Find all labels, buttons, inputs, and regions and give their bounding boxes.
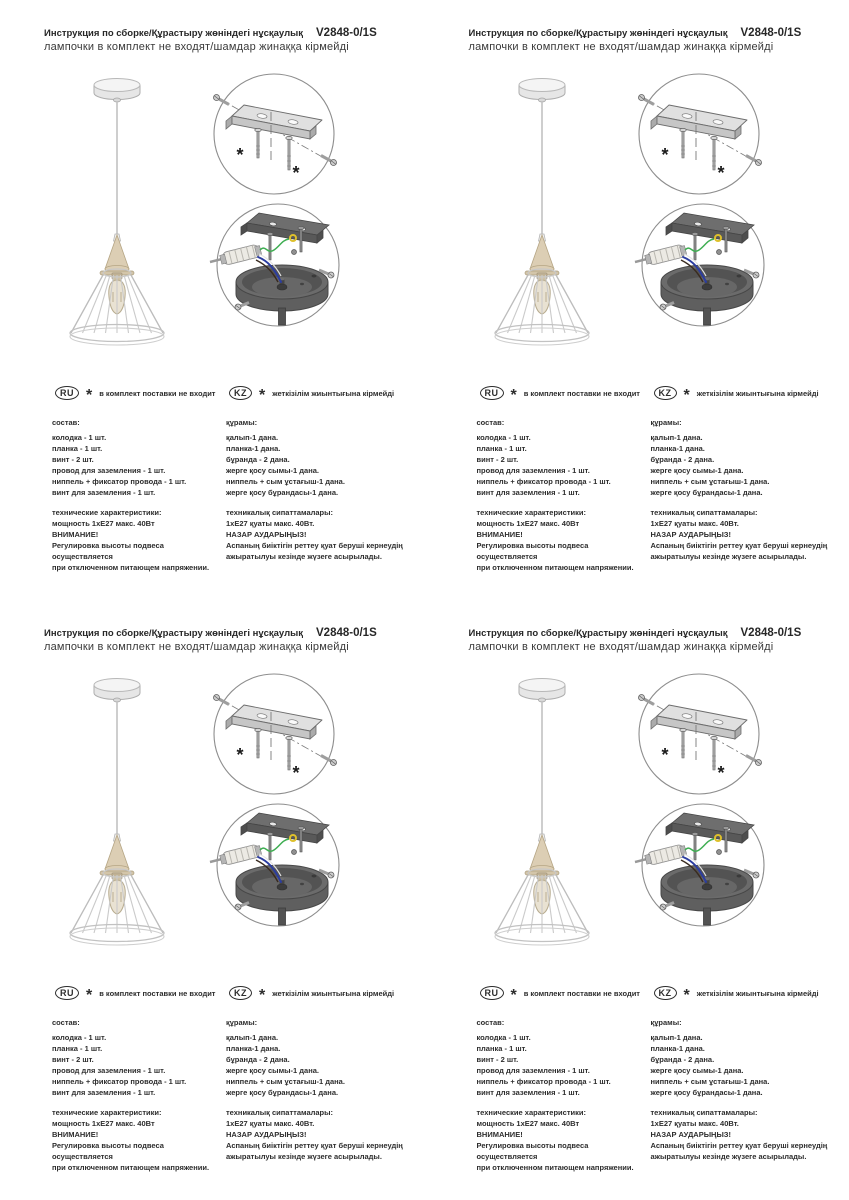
specs-value: мощность 1хЕ27 макс. 40Вт xyxy=(476,519,580,528)
part-item: планка-1 дана. xyxy=(226,1044,281,1053)
instruction-sheet xyxy=(0,600,425,1200)
specs-title: технические характеристики: xyxy=(52,508,162,517)
part-item: винт - 2 шт. xyxy=(476,455,519,464)
ceiling-canopy xyxy=(519,679,565,703)
warning-text: Аспаның биіктігін реттеу қуат беруші кернеудің xyxy=(226,541,403,550)
parts-list xyxy=(226,432,416,498)
part-item: планка-1 дана. xyxy=(650,444,705,453)
pendant-lamp-illustration xyxy=(481,76,613,348)
ru-section xyxy=(52,384,224,573)
small-nut xyxy=(716,850,721,855)
warning-text: при отключенном питающем напряжении. xyxy=(476,1163,634,1172)
part-item: планка-1 дана. xyxy=(650,1044,705,1053)
warning-title: ВНИМАНИЕ! xyxy=(52,530,99,539)
kz-section xyxy=(226,984,416,1162)
parts-list xyxy=(226,1032,416,1098)
warning-text: Аспаның биіктігін реттеу қуат беруші кернеудің xyxy=(226,1141,403,1150)
kz-badge: KZ xyxy=(654,386,677,400)
specs-value: 1хЕ27 қуаты макс. 40Вт. xyxy=(226,519,315,528)
part-item: планка - 1 шт. xyxy=(52,1044,103,1053)
ru-badge-row xyxy=(480,987,649,1004)
part-item: колодка - 1 шт. xyxy=(476,1033,531,1042)
sheet-subtitle: лампочки в комплект не входят/шамдар жинаққа кірмейді xyxy=(468,641,774,653)
wire-cage xyxy=(495,269,589,345)
specs-title: технические характеристики: xyxy=(476,1108,586,1117)
sheet-title: Инструкция по сборке/Құрастыру жөніндегі нұсқаулық xyxy=(44,28,303,39)
sheet-header xyxy=(469,627,802,654)
pendant-lamp-illustration xyxy=(56,676,188,948)
bracket-mounting-diagram xyxy=(214,674,337,794)
parts-list xyxy=(477,432,649,498)
ru-section xyxy=(477,984,649,1173)
sheet-title: Инструкция по сборке/Құрастыру жөніндегі нұсқаулық xyxy=(468,28,728,39)
warning-title: ВНИМАНИЕ! xyxy=(52,1130,99,1139)
not-included-asterisk: * xyxy=(292,163,300,183)
ceiling-canopy xyxy=(94,79,140,103)
part-item: винт для заземления - 1 шт. xyxy=(52,1088,156,1097)
bracket-mounting-diagram xyxy=(638,674,761,794)
parts-list-title: құрамы: xyxy=(650,1018,682,1027)
ru-badge: RU xyxy=(480,386,504,400)
warning-title: НАЗАР АУДАРЫҢЫЗ! xyxy=(650,1130,732,1139)
warning-text: при отключенном питающем напряжении. xyxy=(52,1163,210,1172)
bracket-mounting-diagram xyxy=(638,74,761,194)
assembly-diagrams xyxy=(190,658,410,970)
not-included-note: жеткізілім жиынтығына кірмейді xyxy=(272,388,395,398)
part-item: жерге қосу сымы-1 дана. xyxy=(226,466,320,475)
ru-section xyxy=(477,384,649,573)
part-item: бұранда - 2 дана. xyxy=(650,455,715,464)
not-included-note: жеткізілім жиынтығына кірмейді xyxy=(696,388,819,398)
wooden-cone-top xyxy=(525,834,559,879)
warning-text: при отключенном питающем напряжении. xyxy=(476,563,634,572)
not-included-note: в комплект поставки не входит xyxy=(523,988,640,998)
part-item: ниппель + фиксатор провода - 1 шт. xyxy=(476,477,611,486)
product-code: V2848-0/1S xyxy=(740,627,802,639)
part-item: жерге қосу бұрандасы-1 дана. xyxy=(226,488,339,497)
kz-section xyxy=(226,384,416,562)
parts-list-title: құрамы: xyxy=(226,418,258,427)
part-item: колодка - 1 шт. xyxy=(476,433,531,442)
sheet-header xyxy=(469,27,802,54)
warning-text: ажыратылуы кезінде жүзеге асырылады. xyxy=(226,552,382,561)
kz-badge-row xyxy=(229,987,416,1004)
sheet-header xyxy=(44,627,377,654)
specs-title: техникалық сипаттамалары: xyxy=(226,1108,334,1117)
not-included-note: в комплект поставки не входит xyxy=(523,388,640,398)
not-included-asterisk: * xyxy=(660,145,669,165)
part-item: жерге қосу сымы-1 дана. xyxy=(650,466,744,475)
not-included-note: в комплект поставки не входит xyxy=(99,388,216,398)
part-item: провод для заземления - 1 шт. xyxy=(476,466,590,475)
warning-text: Регулировка высоты подвеса осуществляется xyxy=(476,541,589,561)
kz-section xyxy=(651,984,841,1162)
part-item: ниппель + сым ұстағыш-1 дана. xyxy=(226,477,345,486)
bracket-mounting-diagram xyxy=(214,74,337,194)
asterisk-mark: * xyxy=(510,987,517,1004)
part-item: винт для заземления - 1 шт. xyxy=(52,488,156,497)
ru-badge-row xyxy=(480,387,649,404)
part-item: провод для заземления - 1 шт. xyxy=(52,466,166,475)
part-item: ниппель + сым ұстағыш-1 дана. xyxy=(650,1077,770,1086)
parts-list xyxy=(477,1032,649,1098)
sheet-subtitle: лампочки в комплект не входят/шамдар жинаққа кірмейді xyxy=(44,41,349,53)
wooden-cone-top xyxy=(100,834,134,879)
specs-value: мощность 1хЕ27 макс. 40Вт xyxy=(476,1119,580,1128)
small-nut xyxy=(292,850,297,855)
sheet-title: Инструкция по сборке/Құрастыру жөніндегі нұсқаулық xyxy=(44,628,303,639)
warning-title: НАЗАР АУДАРЫҢЫЗ! xyxy=(650,530,732,539)
specs-title: техникалық сипаттамалары: xyxy=(650,508,758,517)
ru-badge-row xyxy=(55,387,224,404)
part-item: бұранда - 2 дана. xyxy=(226,455,290,464)
ceiling-canopy xyxy=(519,79,565,103)
title-line xyxy=(469,627,802,640)
part-item: жерге қосу сымы-1 дана. xyxy=(226,1066,320,1075)
asterisk-mark: * xyxy=(259,987,266,1004)
warning-title: ВНИМАНИЕ! xyxy=(476,530,523,539)
parts-list-title: состав: xyxy=(52,1018,80,1027)
asterisk-mark: * xyxy=(259,387,266,404)
warning-text: ажыратылуы кезінде жүзеге асырылады. xyxy=(226,1152,382,1161)
wooden-cone-top xyxy=(525,234,559,279)
specs-value: мощность 1хЕ27 макс. 40Вт xyxy=(52,519,155,528)
part-item: қалып-1 дана. xyxy=(650,1033,703,1042)
not-included-asterisk: * xyxy=(660,745,669,765)
ru-badge: RU xyxy=(55,986,79,1000)
specs-value: 1хЕ27 қуаты макс. 40Вт. xyxy=(650,1119,739,1128)
not-included-asterisk: * xyxy=(716,763,725,783)
part-item: ниппель + фиксатор провода - 1 шт. xyxy=(52,477,187,486)
not-included-note: в комплект поставки не входит xyxy=(99,988,216,998)
part-item: жерге қосу бұрандасы-1 дана. xyxy=(226,1088,339,1097)
kz-badge: KZ xyxy=(229,986,252,1000)
not-included-asterisk: * xyxy=(236,745,244,765)
warning-text: Аспаның биіктігін реттеу қуат беруші кернеудің xyxy=(650,541,828,550)
small-nut xyxy=(292,250,297,255)
part-item: колодка - 1 шт. xyxy=(52,433,107,442)
sheet-subtitle: лампочки в комплект не входят/шамдар жинаққа кірмейді xyxy=(468,41,774,53)
part-item: ниппель + фиксатор провода - 1 шт. xyxy=(476,1077,611,1086)
warning-text: Регулировка высоты подвеса осуществляется xyxy=(52,541,164,561)
warning-text: Аспаның биіктігін реттеу қуат беруші кернеудің xyxy=(650,1141,828,1150)
canopy-wiring-diagram xyxy=(633,204,763,326)
part-item: планка-1 дана. xyxy=(226,444,281,453)
canopy-wiring-diagram xyxy=(209,804,339,926)
sheet-title: Инструкция по сборке/Құрастыру жөніндегі нұсқаулық xyxy=(468,628,728,639)
ru-section xyxy=(52,984,224,1173)
part-item: ниппель + сым ұстағыш-1 дана. xyxy=(226,1077,345,1086)
warning-text: ажыратылуы кезінде жүзеге асырылады. xyxy=(650,552,807,561)
title-line xyxy=(44,27,377,40)
not-included-asterisk: * xyxy=(236,145,244,165)
specs-title: технические характеристики: xyxy=(52,1108,162,1117)
pendant-lamp-illustration xyxy=(481,676,613,948)
specs-value: 1хЕ27 қуаты макс. 40Вт. xyxy=(650,519,739,528)
part-item: қалып-1 дана. xyxy=(650,433,703,442)
kz-badge: KZ xyxy=(654,986,677,1000)
specs-title: техникалық сипаттамалары: xyxy=(226,508,334,517)
warning-text: ажыратылуы кезінде жүзеге асырылады. xyxy=(650,1152,807,1161)
instruction-sheet xyxy=(425,0,849,600)
parts-list-title: состав: xyxy=(476,418,505,427)
asterisk-mark: * xyxy=(683,987,690,1004)
part-item: планка - 1 шт. xyxy=(52,444,103,453)
asterisk-mark: * xyxy=(86,387,93,404)
kz-badge: KZ xyxy=(229,386,252,400)
warning-title: ВНИМАНИЕ! xyxy=(476,1130,523,1139)
pendant-lamp-illustration xyxy=(56,76,188,348)
title-line xyxy=(44,627,377,640)
part-item: винт для заземления - 1 шт. xyxy=(476,488,580,497)
wire-cage xyxy=(495,869,589,945)
wire-cage xyxy=(70,869,164,945)
part-item: ниппель + сым ұстағыш-1 дана. xyxy=(650,477,770,486)
part-item: провод для заземления - 1 шт. xyxy=(476,1066,590,1075)
part-item: планка - 1 шт. xyxy=(476,444,527,453)
wooden-cone-top xyxy=(100,234,134,279)
kz-section xyxy=(651,384,841,562)
parts-list-title: состав: xyxy=(476,1018,505,1027)
part-item: жерге қосу бұрандасы-1 дана. xyxy=(650,1088,763,1097)
part-item: бұранда - 2 дана. xyxy=(650,1055,715,1064)
specs-value: 1хЕ27 қуаты макс. 40Вт. xyxy=(226,1119,315,1128)
kz-badge-row xyxy=(654,387,841,404)
warning-text: Регулировка высоты подвеса осуществляется xyxy=(476,1141,589,1161)
part-item: провод для заземления - 1 шт. xyxy=(52,1066,166,1075)
part-item: жерге қосу бұрандасы-1 дана. xyxy=(650,488,763,497)
part-item: ниппель + фиксатор провода - 1 шт. xyxy=(52,1077,187,1086)
part-item: қалып-1 дана. xyxy=(226,1033,279,1042)
warning-title: НАЗАР АУДАРЫҢЫЗ! xyxy=(226,530,307,539)
parts-list xyxy=(52,432,224,498)
product-code: V2848-0/1S xyxy=(740,27,802,39)
specs-title: технические характеристики: xyxy=(476,508,586,517)
wire-cage xyxy=(70,269,164,345)
part-item: колодка - 1 шт. xyxy=(52,1033,107,1042)
part-item: винт - 2 шт. xyxy=(52,1055,94,1064)
ru-badge: RU xyxy=(55,386,79,400)
not-included-note: жеткізілім жиынтығына кірмейді xyxy=(272,988,395,998)
product-code: V2848-0/1S xyxy=(316,27,377,39)
asterisk-mark: * xyxy=(683,387,690,404)
asterisk-mark: * xyxy=(510,387,517,404)
warning-title: НАЗАР АУДАРЫҢЫЗ! xyxy=(226,1130,307,1139)
product-code: V2848-0/1S xyxy=(316,627,377,639)
ru-badge: RU xyxy=(480,986,504,1000)
assembly-diagrams xyxy=(615,58,835,370)
parts-list-title: құрамы: xyxy=(650,418,682,427)
title-line xyxy=(469,27,802,40)
canopy-wiring-diagram xyxy=(633,804,763,926)
part-item: винт - 2 шт. xyxy=(52,455,94,464)
sheet-subtitle: лампочки в комплект не входят/шамдар жинаққа кірмейді xyxy=(44,641,349,653)
not-included-note: жеткізілім жиынтығына кірмейді xyxy=(696,988,819,998)
assembly-diagrams xyxy=(190,58,410,370)
kz-badge-row xyxy=(229,387,416,404)
warning-text: Регулировка высоты подвеса осуществляется xyxy=(52,1141,164,1161)
part-item: винт для заземления - 1 шт. xyxy=(476,1088,580,1097)
not-included-asterisk: * xyxy=(716,163,725,183)
specs-value: мощность 1хЕ27 макс. 40Вт xyxy=(52,1119,155,1128)
specs-title: техникалық сипаттамалары: xyxy=(650,1108,758,1117)
warning-text: при отключенном питающем напряжении. xyxy=(52,563,210,572)
ceiling-canopy xyxy=(94,679,140,703)
part-item: жерге қосу сымы-1 дана. xyxy=(650,1066,744,1075)
parts-list xyxy=(52,1032,224,1098)
parts-list xyxy=(651,432,841,498)
kz-badge-row xyxy=(654,987,841,1004)
not-included-asterisk: * xyxy=(292,763,300,783)
instruction-sheet xyxy=(0,0,425,600)
parts-list-title: состав: xyxy=(52,418,80,427)
ru-badge-row xyxy=(55,987,224,1004)
small-nut xyxy=(716,250,721,255)
sheet-header xyxy=(44,27,377,54)
parts-list xyxy=(651,1032,841,1098)
instruction-sheet xyxy=(425,600,849,1200)
part-item: қалып-1 дана. xyxy=(226,433,279,442)
canopy-wiring-diagram xyxy=(209,204,339,326)
parts-list-title: құрамы: xyxy=(226,1018,258,1027)
assembly-diagrams xyxy=(615,658,835,970)
part-item: винт - 2 шт. xyxy=(476,1055,519,1064)
asterisk-mark: * xyxy=(86,987,93,1004)
part-item: планка - 1 шт. xyxy=(476,1044,527,1053)
part-item: бұранда - 2 дана. xyxy=(226,1055,290,1064)
